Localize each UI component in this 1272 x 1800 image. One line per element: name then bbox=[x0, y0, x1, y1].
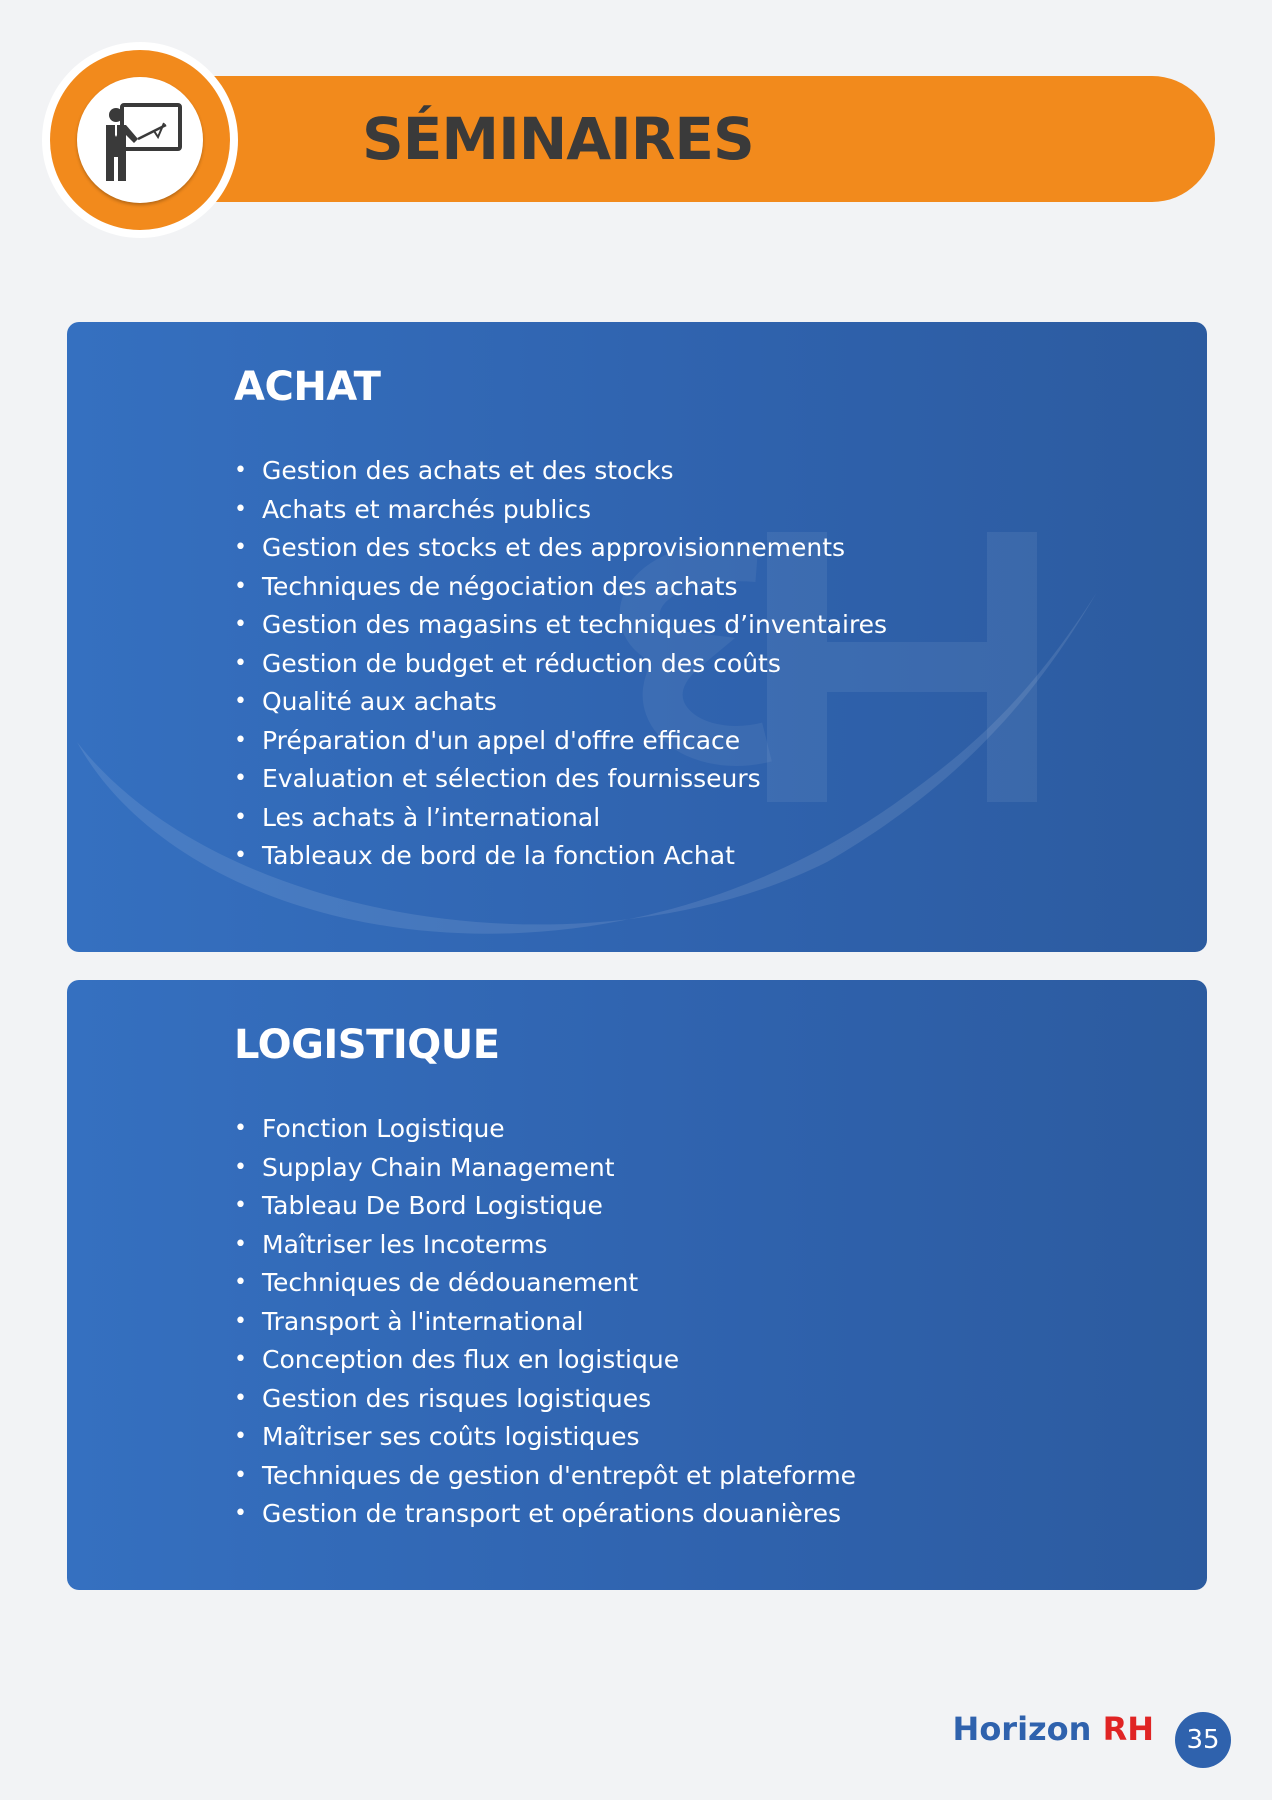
brand-suffix: RH bbox=[1102, 1710, 1154, 1748]
list-item: • Gestion des achats et des stocks bbox=[234, 452, 887, 491]
list-item: • Achats et marchés publics bbox=[234, 491, 887, 530]
list-item: • Gestion des stocks et des approvisionnements bbox=[234, 529, 887, 568]
list-item: • Maîtriser les Incoterms bbox=[234, 1226, 856, 1265]
list-item: • Gestion des magasins et techniques d’inventaires bbox=[234, 606, 887, 645]
logistique-card bbox=[67, 980, 1207, 1590]
list-item: • Les achats à l’international bbox=[234, 799, 887, 838]
page-number: 35 bbox=[1175, 1712, 1231, 1768]
achat-seminar-list bbox=[234, 452, 887, 876]
list-item: • Gestion de transport et opérations douanières bbox=[234, 1495, 856, 1534]
list-item: • Gestion des risques logistiques bbox=[234, 1380, 856, 1419]
page-title: SÉMINAIRES bbox=[362, 105, 754, 173]
list-item: • Qualité aux achats bbox=[234, 683, 887, 722]
section-title-achat: ACHAT bbox=[234, 364, 381, 410]
list-item: • Préparation d'un appel d'offre efficace bbox=[234, 722, 887, 761]
list-item: • Evaluation et sélection des fournisseurs bbox=[234, 760, 887, 799]
footer-brand bbox=[953, 1710, 1154, 1748]
list-item: • Conception des flux en logistique bbox=[234, 1341, 856, 1380]
header-badge-inner bbox=[77, 77, 203, 203]
list-item: • Fonction Logistique bbox=[234, 1110, 856, 1149]
list-item: • Maîtriser ses coûts logistiques bbox=[234, 1418, 856, 1457]
list-item: • Tableaux de bord de la fonction Achat bbox=[234, 837, 887, 876]
logistique-seminar-list bbox=[234, 1110, 856, 1534]
list-item: • Techniques de gestion d'entrepôt et plateforme bbox=[234, 1457, 856, 1496]
presenter-board-icon bbox=[98, 101, 184, 183]
brand-name: Horizon bbox=[952, 1710, 1092, 1748]
list-item: • Techniques de négociation des achats bbox=[234, 568, 887, 607]
list-item: • Techniques de dédouanement bbox=[234, 1264, 856, 1303]
list-item: • Gestion de budget et réduction des coûts bbox=[234, 645, 887, 684]
achat-card bbox=[67, 322, 1207, 952]
list-item: • Supplay Chain Management bbox=[234, 1149, 856, 1188]
list-item: • Transport à l'international bbox=[234, 1303, 856, 1342]
section-title-logistique: LOGISTIQUE bbox=[234, 1022, 500, 1068]
list-item: • Tableau De Bord Logistique bbox=[234, 1187, 856, 1226]
